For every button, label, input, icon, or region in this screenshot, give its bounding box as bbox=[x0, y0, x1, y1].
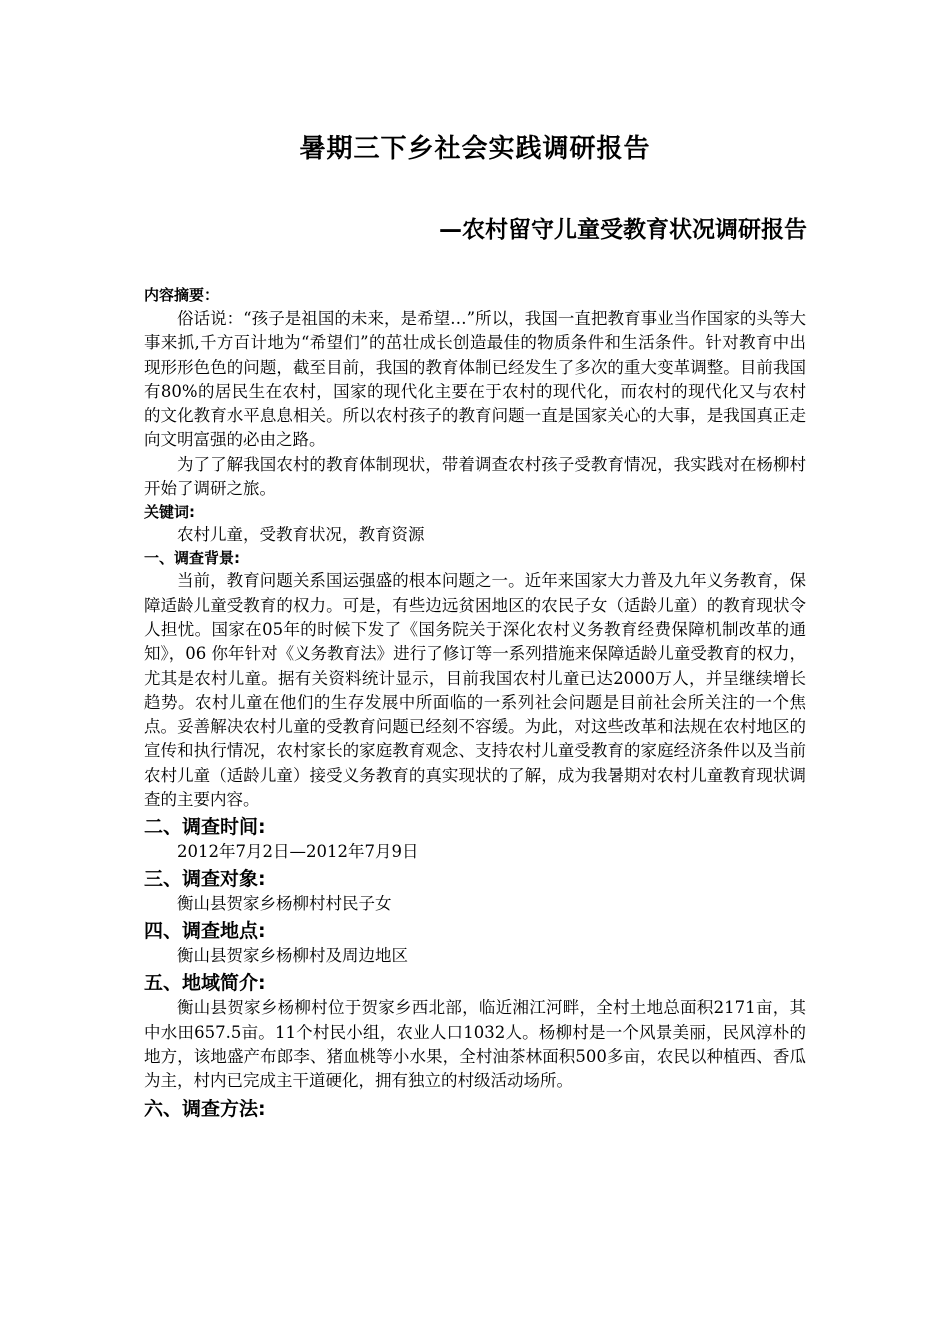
abstract-paragraph: 俗话说：“孩子是祖国的未来，是希望…”所以，我国一直把教育事业当作国家的头等大事来抓,千方百计地为“希望们”的茁壮成长创造最佳的物质条件和生活条件。针对教育中出现形形色色的问题，截至目前，我国的教育体制已经发生了多次的重大变革调整。目前我国有80%的居民生在农村，国家的现代化主要在于农村的现代化，而农村的现代化又与农村的文化教育水平息息相关。所以农村孩子的教育问题一直是国家关心的大事，是我国真正走向文明富强的必由之路。 bbox=[144, 309, 806, 450]
document-title: 暑期三下乡社会实践调研报告 bbox=[299, 134, 651, 164]
section-text: 衡山县贺家乡杨柳村位于贺家乡西北部，临近湘江河畔，全村土地总面积2171亩，其中水田657.5亩。11个村民小组，农业人口1032人。杨柳村是一个风景美丽，民风淳朴的地方，该地盛产布郎李、猪血桃等小水果，全村油茶林面积500多亩，农民以种植西、香瓜为主，村内已完成主干道硬化，拥有独立的村级活动场所。 bbox=[144, 998, 806, 1091]
document-subtitle: —农村留守儿童受教育状况调研报告 bbox=[439, 217, 807, 243]
keywords-label: 关键词: bbox=[144, 503, 195, 522]
document-body bbox=[144, 284, 806, 1122]
section-text: 衡山县贺家乡杨柳村及周边地区 bbox=[177, 946, 408, 966]
section-text: 当前，教育问题关系国运强盛的根本问题之一。近年来国家大力普及九年义务教育，保障适龄儿童受教育的权力。可是，有些边远贫困地区的农民子女（适龄儿童）的教育现状令人担忧。国家在05年的时候下发了《国务院关于深化农村义务教育经费保障机制改革的通知》，06 你年针对《义务教育法》进行了修订等一系列措施来保障适龄儿童受教育的权力，尤其是农村儿童。据有关资料统计显示，目前我国农村儿童已达2000万人，并呈继续增长趋势。农村儿童在他们的生存发展中所面临的一系列社会问题是目前社会所关注的一个焦点。妥善解决农村儿童的受教育问题已经刻不容缓。为此，对这些改革和法规在农村地区的宣传和执行情况，农村家长的家庭教育观念、支持农村儿童受教育的家庭经济条件以及当前农村儿童（适龄儿童）接受义务教育的真实现状的了解，成为我暑期对农村儿童教育现状调查的主要内容。 bbox=[144, 571, 806, 810]
section-heading: 四、调查地点: bbox=[144, 920, 266, 943]
section-heading: 一、调查背景: bbox=[144, 549, 240, 568]
section-heading: 六、调查方法: bbox=[144, 1097, 266, 1120]
section-text: 衡山县贺家乡杨柳村村民子女 bbox=[177, 894, 392, 914]
section-heading: 三、调查对象: bbox=[144, 868, 266, 891]
keywords-text: 农村儿童，受教育状况，教育资源 bbox=[177, 525, 425, 545]
section-heading: 二、调查时间: bbox=[144, 816, 266, 839]
section-text: 2012年7月2日—2012年7月9日 bbox=[177, 842, 419, 862]
abstract-label: 内容摘要： bbox=[144, 286, 220, 304]
abstract-paragraph: 为了了解我国农村的教育体制现状，带着调查农村孩子受教育情况，我实践对在杨柳村开始了调研之旅。 bbox=[144, 454, 806, 499]
section-heading: 五、地域简介: bbox=[144, 972, 266, 995]
